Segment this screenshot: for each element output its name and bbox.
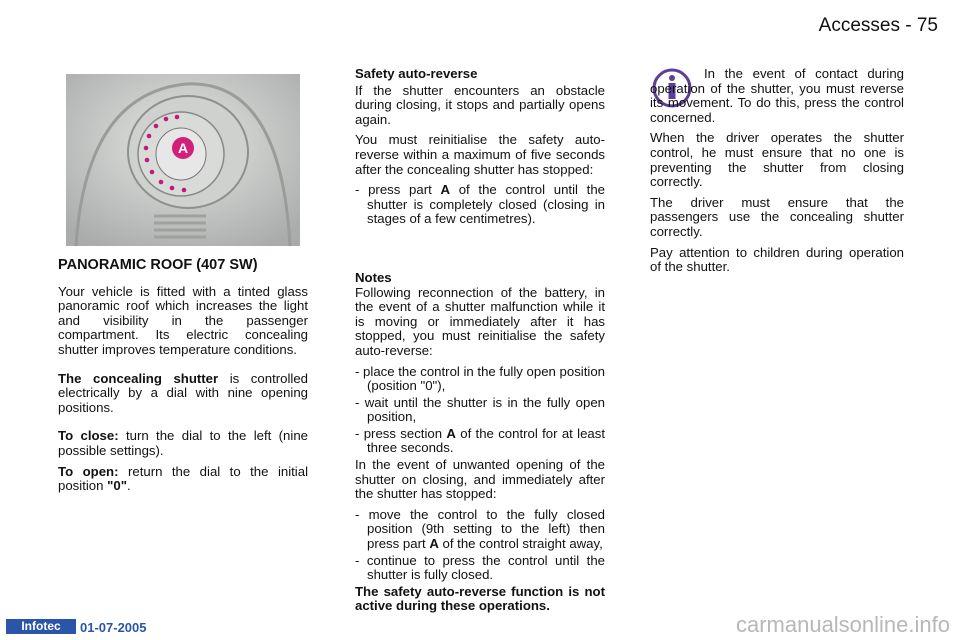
notes-bullet-5: - move the control to the fully closed position (9th setting to the left) then press part A of the control straight away,	[355, 506, 605, 552]
infotec-logo: Infotec	[6, 619, 76, 634]
middle-column	[355, 67, 605, 614]
notes-p3: Following reconnection of the battery, in the event of a shutter malfunction while it is moving or immediately after it has stopped, you must reinitialise the safety auto-reverse:	[355, 284, 605, 358]
safety-p1: If the shutter encounters an obstacle during closing, it stops and partially opens again.	[355, 82, 605, 127]
close-instruction: To close: turn the dial to the left (nine possible settings).	[58, 428, 308, 458]
page-header: Accesses - 75	[818, 15, 938, 36]
right-p4: Pay attention to children during operation of the shutter.	[650, 244, 904, 275]
notes-p4: In the event of unwanted opening of the shutter on closing, and immediately after the shutter has stopped:	[355, 457, 605, 502]
watermark: carmanualsonline.info	[735, 612, 950, 637]
intro-paragraph: Your vehicle is fitted with a tinted glass panoramic roof which increases the light and visibility in the passenger compartment. Its electric concealing shutter improves temperature conditions.	[58, 283, 308, 357]
control-dial-photo	[66, 74, 300, 246]
right-p3: The driver must ensure that the passengers use the concealing shutter correctly.	[650, 194, 904, 239]
footer-date: 01-07-2005	[80, 620, 147, 635]
dial-label-a: A	[177, 140, 189, 156]
notes-bullet-4: - press section A of the control for at least three seconds.	[355, 425, 605, 456]
left-column	[58, 258, 308, 500]
section-title: PANORAMIC ROOF (407 SW)	[58, 257, 258, 273]
shutter-paragraph: The concealing shutter is controlled electrically by a dial with nine opening positions.	[58, 370, 308, 415]
right-p1: In the event of contact during operation of the shutter, you must reverse its movement. To do this, press the control concerned.	[650, 66, 904, 125]
notes-bullet-6: - continue to press the control until the shutter is fully closed.	[355, 552, 605, 583]
notes-title: Notes	[355, 269, 392, 285]
safety-p2: You must reinitialise the safety auto-reverse within a maximum of five seconds after the concealing shutter has stopped:	[355, 132, 605, 177]
safety-bullet-1: - press part A of the control until the shutter is completely closed (closing in stages of a few centimetres).	[355, 182, 605, 227]
notes-bullet-3: - wait until the shutter is in the fully open position,	[355, 394, 605, 425]
safety-title: Safety auto-reverse	[355, 66, 478, 81]
warning-text: The safety auto-reverse function is not active during these operations.	[355, 583, 605, 614]
notes-bullet-2: - place the control in the fully open position (position "0"),	[355, 363, 605, 394]
right-column	[650, 67, 904, 281]
open-instruction: To open: return the dial to the initial position "0".	[58, 463, 308, 494]
right-p2: When the driver operates the shutter control, he must ensure that no one is preventing the shutter from closing correctly.	[650, 130, 904, 190]
